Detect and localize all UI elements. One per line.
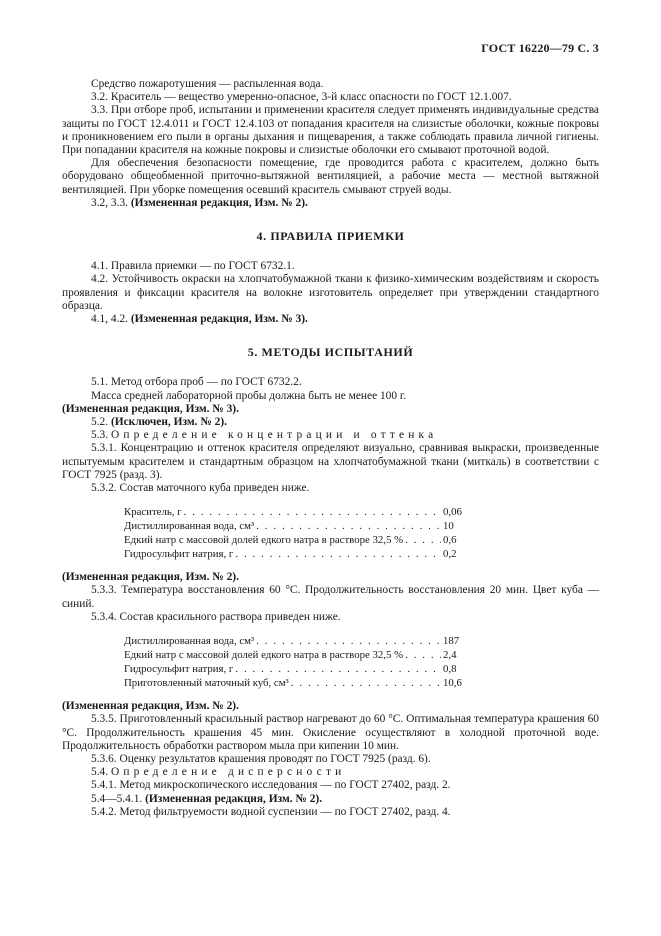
- paragraph-5-3-1: 5.3.1. Концентрацию и оттенок красителя определяют визуально, сравнивая выкраски, произведенные испытуемым красителем и стандартным образцом на хлопчатобумажной ткани (миткаль) в соответствии с ГОСТ 7925 (разд. 3).: [62, 442, 599, 481]
- recipe-value: 0,06: [443, 506, 462, 519]
- paragraph-5-3-2: 5.3.2. Состав маточного куба приведен ниже.: [91, 482, 310, 495]
- paragraph-5-2: [62, 416, 599, 429]
- paragraph-5-1: 5.1. Метод отбора проб — по ГОСТ 6732.2.: [91, 376, 302, 389]
- amendment-ref: 4.1, 4.2.: [91, 313, 129, 326]
- paragraph-5-3-5: 5.3.5. Приготовленный красильный раствор нагревают до 60 °С. Оптимальная температура крашения 60 °С. Продолжительность крашения 45 мин. Окисление осуществляют в холодной проточной воде. Продолжительность обработки раствором мыла при кипении 10 мин.: [62, 713, 599, 752]
- recipe-label: Приготовленный маточный куб, см³: [124, 677, 289, 690]
- recipe-value: 10: [443, 520, 454, 533]
- amendment-text: (Исключен, Изм. № 2).: [110, 416, 227, 429]
- section-4-title: 4. ПРАВИЛА ПРИЕМКИ: [256, 229, 405, 244]
- leader-dots: [184, 505, 441, 519]
- recipe-table-stock-vat: [124, 505, 477, 561]
- leader-dots: [235, 662, 441, 676]
- recipe-row: [124, 547, 477, 561]
- amendment-note-5-3-2: (Измененная редакция, Изм. № 2).: [62, 571, 239, 584]
- page-header: ГОСТ 16220—79 С. 3: [481, 41, 599, 55]
- recipe-value: 10,6: [443, 677, 462, 690]
- amendment-text: (Измененная редакция, Изм. № 3).: [130, 313, 308, 326]
- amendment-note-4-1-4-2: [62, 313, 599, 326]
- paragraph-4-2: 4.2. Устойчивость окраски на хлопчатобумажной ткани к физико-химическим воздействиям и скорость проявления и фиксации красителя на волокне изготовитель определяет при утверждении стандартного образца.: [62, 273, 599, 312]
- recipe-row: [124, 519, 477, 533]
- paragraph-5-4-2: 5.4.2. Метод фильтруемости водной суспензии — по ГОСТ 27402, разд. 4.: [91, 805, 451, 818]
- recipe-value: 0,6: [443, 534, 457, 547]
- amendment-note-5-4: [62, 793, 599, 806]
- recipe-value: 187: [443, 635, 460, 648]
- amendment-note-5-3-4: (Измененная редакция, Изм. № 2).: [62, 700, 239, 713]
- spaced-heading: Определение концентрации и оттенка: [110, 429, 438, 442]
- paragraph-5-4-1: 5.4.1. Метод микроскопического исследования — по ГОСТ 27402, разд. 2.: [91, 779, 451, 792]
- amendment-text: (Измененная редакция, Изм. № 2).: [145, 792, 323, 805]
- paragraph-5-3-3: 5.3.3. Температура восстановления 60 °С. Продолжительность восстановления 20 мин. Цвет куба — синий.: [62, 584, 599, 610]
- section-5-title: 5. МЕТОДЫ ИСПЫТАНИЙ: [247, 345, 414, 360]
- paragraph-3-3: 3.3. При отборе проб, испытании и применении красителя следует применять индивидуальные средства защиты по ГОСТ 12.4.011 и ГОСТ 12.4.103 от попадания красителя на слизистые оболочки, кожные покровы и проникновением его пыли в органы дыхания и пищеварения, а также соблюдать правила личной гигиены. При попадании красителя на кожные покровы и слизистые оболочки его смывают проточной водой.: [62, 104, 599, 157]
- paragraph-3-2: 3.2. Краситель — вещество умеренно-опасное, 3-й класс опасности по ГОСТ 12.1.007.: [91, 91, 512, 104]
- recipe-value: 0,8: [443, 663, 457, 676]
- spaced-heading: Определение дисперсности: [110, 766, 346, 779]
- recipe-row: [124, 648, 477, 662]
- amendment-ref: 3.2, 3.3.: [91, 196, 129, 209]
- recipe-label: Едкий натр с массовой долей едкого натра в растворе 32,5 %: [124, 534, 404, 547]
- paragraph-5-3-heading: [62, 429, 599, 442]
- clause-ref: 5.2.: [91, 416, 109, 429]
- recipe-value: 0,2: [443, 548, 457, 561]
- leader-dots: [235, 547, 441, 561]
- paragraph-sample-mass: Масса средней лабораторной пробы должна быть не менее 100 г.: [91, 389, 407, 402]
- paragraph-4-1: 4.1. Правила приемки — по ГОСТ 6732.1.: [91, 260, 295, 273]
- recipe-table-dye-bath: [124, 634, 477, 690]
- document-body: [62, 78, 599, 819]
- amendment-text: (Измененная редакция, Изм. № 2).: [130, 196, 308, 209]
- clause-ref: 5.3.: [91, 429, 109, 442]
- recipe-label: Дистиллированная вода, см³: [124, 520, 255, 533]
- recipe-row: [124, 533, 477, 547]
- paragraph-5-4-heading: [62, 766, 599, 779]
- leader-dots: [291, 676, 441, 690]
- recipe-row: [124, 505, 477, 519]
- amendment-note-5-1: (Измененная редакция, Изм. № 3).: [62, 402, 239, 415]
- leader-dots: [256, 634, 441, 648]
- leader-dots: [405, 533, 441, 547]
- paragraph-ventilation: Для обеспечения безопасности помещение, где проводится работа с красителем, должно быть оборудовано общеобменной приточно-вытяжной вентиляцией, а рабочие места — местной вытяжной вентиляцией. При уборке помещения осевший краситель смывают струей воды.: [62, 157, 599, 196]
- recipe-row: [124, 662, 477, 676]
- paragraph-5-3-4: 5.3.4. Состав красильного раствора приведен ниже.: [91, 610, 341, 623]
- recipe-row: [124, 676, 477, 690]
- leader-dots: [405, 648, 441, 662]
- recipe-row: [124, 634, 477, 648]
- amendment-ref: 5.4—5.4.1.: [91, 792, 143, 805]
- recipe-label: Дистиллированная вода, см³: [124, 635, 255, 648]
- paragraph-5-3-6: 5.3.6. Оценку результатов крашения проводят по ГОСТ 7925 (разд. 6).: [91, 752, 431, 765]
- leader-dots: [256, 519, 441, 533]
- recipe-label: Гидросульфит натрия, г: [124, 548, 234, 561]
- recipe-label: Едкий натр с массовой долей едкого натра в растворе 32,5 %: [124, 649, 404, 662]
- clause-ref: 5.4.: [91, 766, 109, 779]
- paragraph-fire-extinguishing: Средство пожаротушения — распыленная вода.: [91, 78, 324, 90]
- recipe-label: Краситель, г: [124, 506, 182, 519]
- recipe-value: 2,4: [443, 649, 457, 662]
- recipe-label: Гидросульфит натрия, г: [124, 663, 234, 676]
- amendment-note-3-2-3-3: [62, 197, 599, 210]
